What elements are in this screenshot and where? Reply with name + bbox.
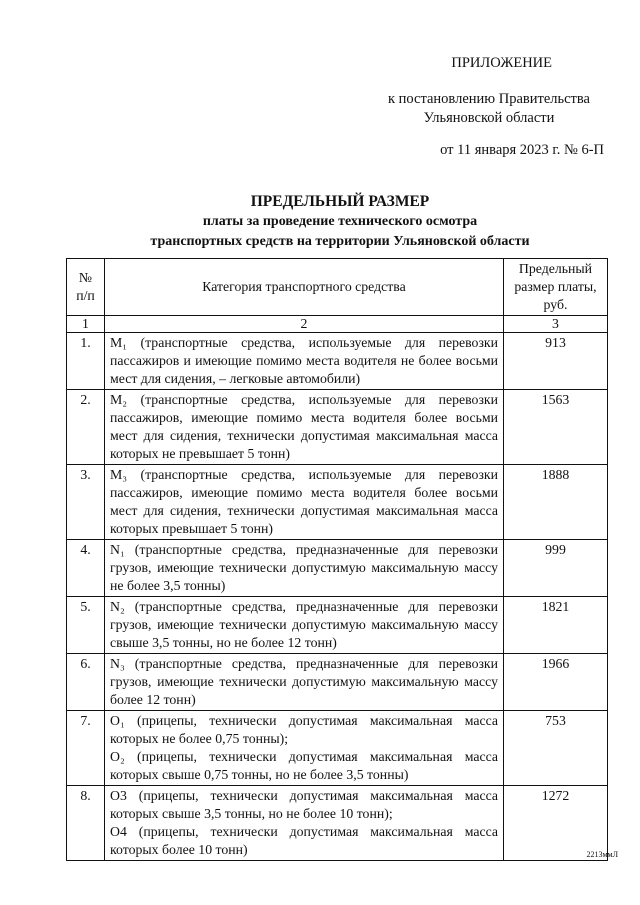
appendix-label: ПРИЛОЖЕНИЕ xyxy=(451,55,552,71)
table-row xyxy=(67,654,608,711)
resolution-reference: к постановлению Правительства Ульяновской области xyxy=(388,91,590,126)
row-num: 8. xyxy=(67,786,105,861)
fee-table xyxy=(66,258,608,861)
title-line-2: платы за проведение технического осмотра xyxy=(202,214,478,229)
row-num: 1. xyxy=(67,333,105,390)
row-num: 3. xyxy=(67,465,105,540)
row-category: M₂ (транспортные средства, используемые для перевозки пассажиров, имеющие помимо места водителя более восьми мест для сидения, технически допустимая максимальная масса которых не превышает 5 тонн) xyxy=(105,390,504,465)
row-category-part: O₂ (прицепы, технически допустимая максимальная масса которых свыше 0,75 тонны, но не более 3,5 тонны) xyxy=(110,749,498,782)
title-main: ПРЕДЕЛЬНЫЙ РАЗМЕР xyxy=(250,193,430,210)
row-category-part: O3 (прицепы, технически допустимая максимальная масса которых свыше 3,5 тонны, но не более 10 тонн); xyxy=(110,788,498,821)
row-category: N₂ (транспортные средства, предназначенные для перевозки грузов, имеющие технически допустимую максимальную массу свыше 3,5 тонны, но не более 12 тонн) xyxy=(105,597,504,654)
row-price: 1821 xyxy=(504,597,608,654)
document-title xyxy=(120,192,560,252)
table-row xyxy=(67,597,608,654)
header-category: Категория транспортного средства xyxy=(105,259,504,316)
row-num: 2. xyxy=(67,390,105,465)
row-price: 753 xyxy=(504,711,608,786)
row-num: 7. xyxy=(67,711,105,786)
header-num: № п/п xyxy=(67,259,105,316)
row-price: 1563 xyxy=(504,390,608,465)
table-row xyxy=(67,333,608,390)
row-category-part: O4 (прицепы, технически допустимая максимальная масса которых более 10 тонн) xyxy=(110,824,498,857)
row-num: 5. xyxy=(67,597,105,654)
table-index-row xyxy=(67,316,608,333)
index-cell: 1 xyxy=(67,316,105,333)
row-price: 1272 xyxy=(504,786,608,861)
row-price: 999 xyxy=(504,540,608,597)
table-header-row xyxy=(67,259,608,316)
table-row xyxy=(67,390,608,465)
index-cell: 3 xyxy=(504,316,608,333)
table-row xyxy=(67,786,608,861)
index-cell: 2 xyxy=(105,316,504,333)
row-price: 1966 xyxy=(504,654,608,711)
row-price: 913 xyxy=(504,333,608,390)
row-category: M₁ (транспортные средства, используемые для перевозки пассажиров и имеющие помимо места водителя не более восьми мест для сидения, – легковые автомобили) xyxy=(105,333,504,390)
row-category xyxy=(105,711,504,786)
row-price: 1888 xyxy=(504,465,608,540)
title-line-3: транспортных средств на территории Ульяновской области xyxy=(150,234,530,249)
row-category: M₃ (транспортные средства, используемые для перевозки пассажиров, имеющие помимо места водителя более восьми мест для сидения, технически допустимая максимальная масса которых превышает 5 тонн) xyxy=(105,465,504,540)
row-category: N₃ (транспортные средства, предназначенные для перевозки грузов, имеющие технически допустимую максимальную массу более 12 тонн) xyxy=(105,654,504,711)
row-category-part: O₁ (прицепы, технически допустимая максимальная масса которых не более 0,75 тонны); xyxy=(110,713,498,746)
resolution-date: от 11 января 2023 г. № 6-П xyxy=(440,142,604,158)
table-row xyxy=(67,465,608,540)
row-num: 4. xyxy=(67,540,105,597)
row-num: 6. xyxy=(67,654,105,711)
document-stamp: 2213ммЛ xyxy=(586,850,618,859)
row-category xyxy=(105,786,504,861)
header-price: Предельный размер платы, руб. xyxy=(504,259,608,316)
table-row xyxy=(67,711,608,786)
table-row xyxy=(67,540,608,597)
row-category: N₁ (транспортные средства, предназначенные для перевозки грузов, имеющие технически допустимую максимальную массу не более 3,5 тонны) xyxy=(105,540,504,597)
